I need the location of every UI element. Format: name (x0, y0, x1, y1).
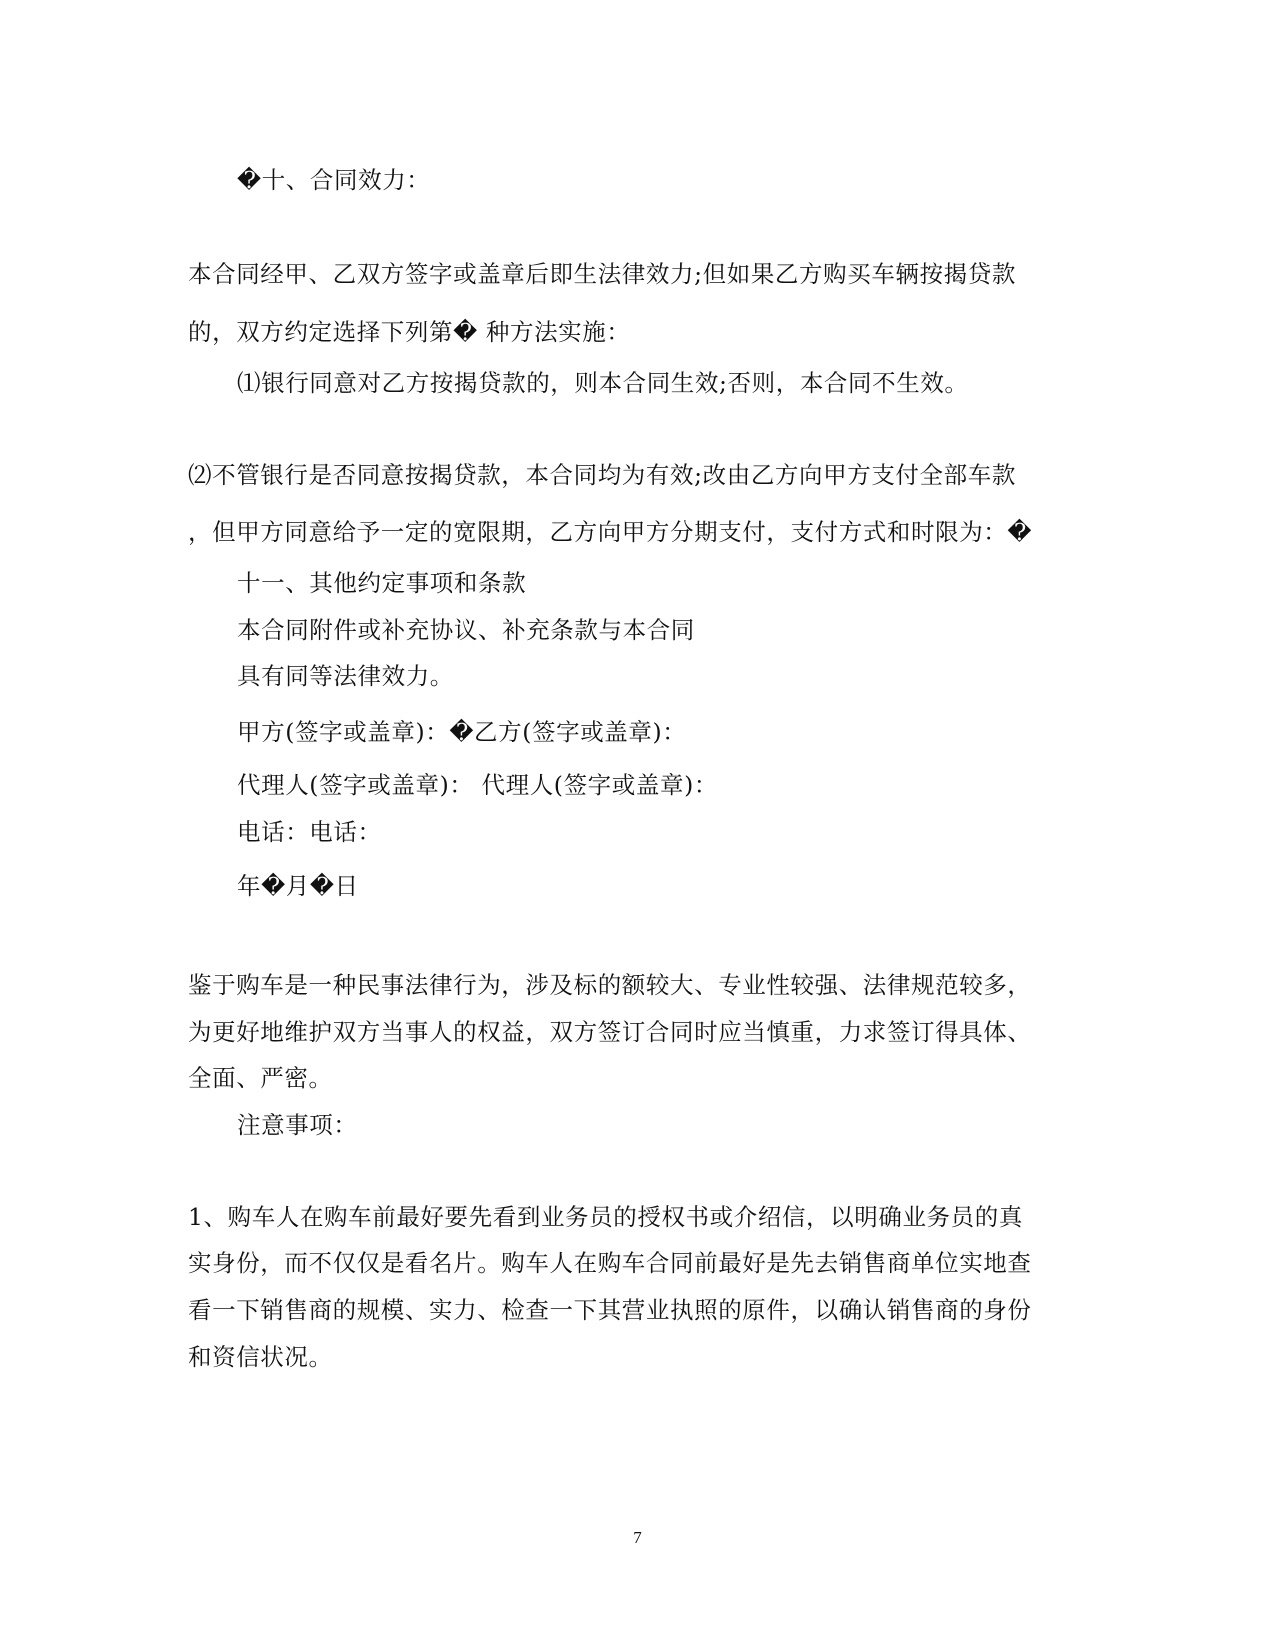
page-number: 7 (633, 1528, 642, 1547)
signature-agent-line: 代理人(签字或盖章)： 代理人(签字或盖章)： (237, 771, 718, 799)
body-line: 看一下销售商的规模、实力、检查一下其营业执照的原件，以确认销售商的身份 (188, 1296, 1032, 1324)
body-line: 的，双方约定选择下列第� 种方法实施： (188, 318, 631, 346)
body-line: 实身份，而不仅仅是看名片。购车人在购车合同前最好是先去销售商单位实地查 (188, 1249, 1032, 1277)
body-line: 和资信状况。 (188, 1343, 333, 1371)
list-item-option-2: ⑵不管银行是否同意按揭贷款，本合同均为有效;改由乙方向甲方支付全部车款 (188, 461, 1016, 489)
signature-date-line: 年�月�日 (237, 872, 359, 900)
body-line: 鉴于购车是一种民事法律行为，涉及标的额较大、专业性较强、法律规范较多， (188, 971, 1032, 999)
body-line: 为更好地维护双方当事人的权益，双方签订合同时应当慎重，力求签订得具体、 (188, 1018, 1032, 1046)
section-heading-contract-validity: �十、合同效力： (237, 166, 431, 194)
section-heading-notes: 注意事项： (237, 1111, 358, 1139)
body-line: 全面、严密。 (188, 1064, 333, 1092)
body-line: ，但甲方同意给予一定的宽限期，乙方向甲方分期支付，支付方式和时限为：� (188, 518, 1033, 546)
body-line: 具有同等法律效力。 (237, 662, 454, 690)
signature-phone-line: 电话：电话： (237, 818, 382, 846)
signature-party-line: 甲方(签字或盖章)：�乙方(签字或盖章)： (237, 718, 687, 746)
body-line: 1、购车人在购车前最好要先看到业务员的授权书或介绍信，以明确业务员的真 (188, 1203, 1023, 1231)
section-heading-other-terms: 十一、其他约定事项和条款 (237, 569, 527, 597)
list-item-option-1: ⑴银行同意对乙方按揭贷款的，则本合同生效;否则，本合同不生效。 (237, 369, 969, 397)
body-line: 本合同附件或补充协议、补充条款与本合同 (237, 616, 695, 644)
body-line: 本合同经甲、乙双方签字或盖章后即生法律效力;但如果乙方购买车辆按揭贷款 (188, 260, 1016, 288)
